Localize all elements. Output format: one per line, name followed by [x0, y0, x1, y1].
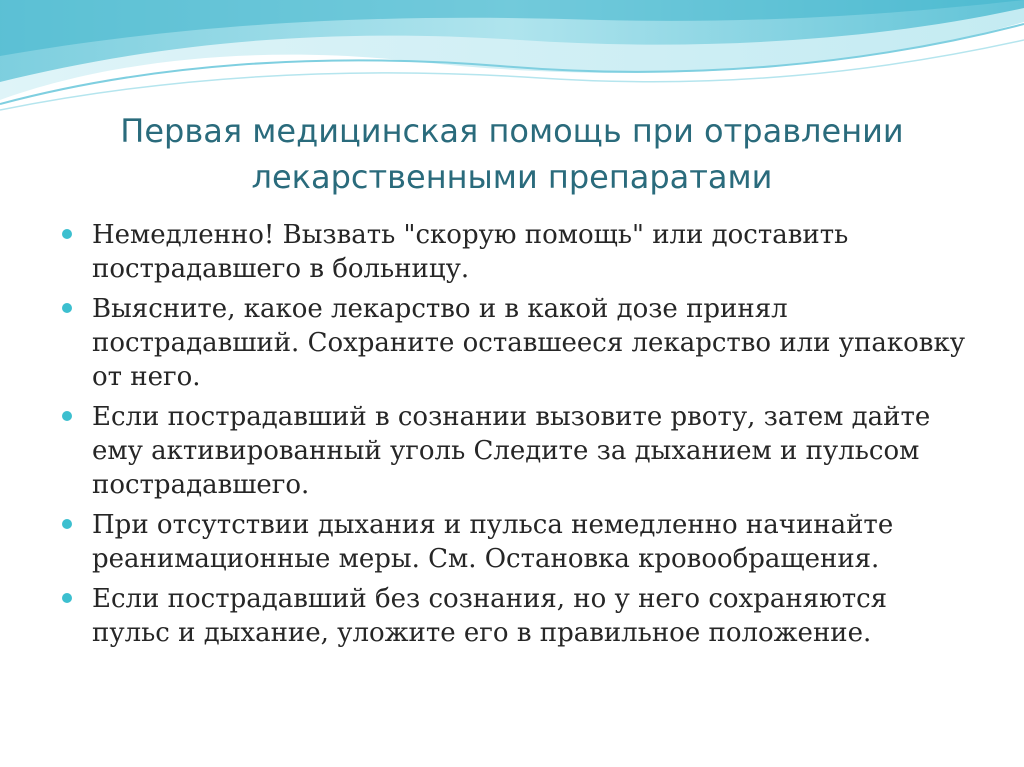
bullet-text: Выясните, какое лекарство и в какой дозе принял пострадавший. Сохраните оставшееся лекарство или упаковку от него. [92, 294, 965, 392]
bullet-item [60, 508, 970, 576]
bullet-text: Немедленно! Вызвать "скорую помощь" или доставить пострадавшего в больницу. [92, 220, 849, 284]
bullet-text: Если пострадавший в сознании вызовите рвоту, затем дайте ему активированный уголь Следите за дыханием и пульсом пострадавшего. [92, 402, 931, 500]
bullet-dot-icon [62, 229, 72, 239]
bullet-dot-icon [62, 519, 72, 529]
bullet-text: Если пострадавший без сознания, но у него сохраняются пульс и дыхание, уложите его в правильное положение. [92, 584, 888, 648]
bullet-text: При отсутствии дыхания и пульса немедленно начинайте реанимационные меры. См. Остановка кровообращения. [92, 510, 894, 574]
slide-title-line-2: лекарственными препаратами [251, 158, 773, 196]
bullet-dot-icon [62, 593, 72, 603]
bullet-item [60, 292, 970, 394]
bullet-dot-icon [62, 411, 72, 421]
header-wave-decoration [0, 0, 1024, 120]
bullet-dot-icon [62, 303, 72, 313]
bullet-list [60, 218, 970, 656]
slide-title-line-1: Первая медицинская помощь при отравлении [120, 112, 904, 150]
bullet-item [60, 400, 970, 502]
bullet-item [60, 218, 970, 286]
bullet-item [60, 582, 970, 650]
slide-title [40, 108, 984, 200]
